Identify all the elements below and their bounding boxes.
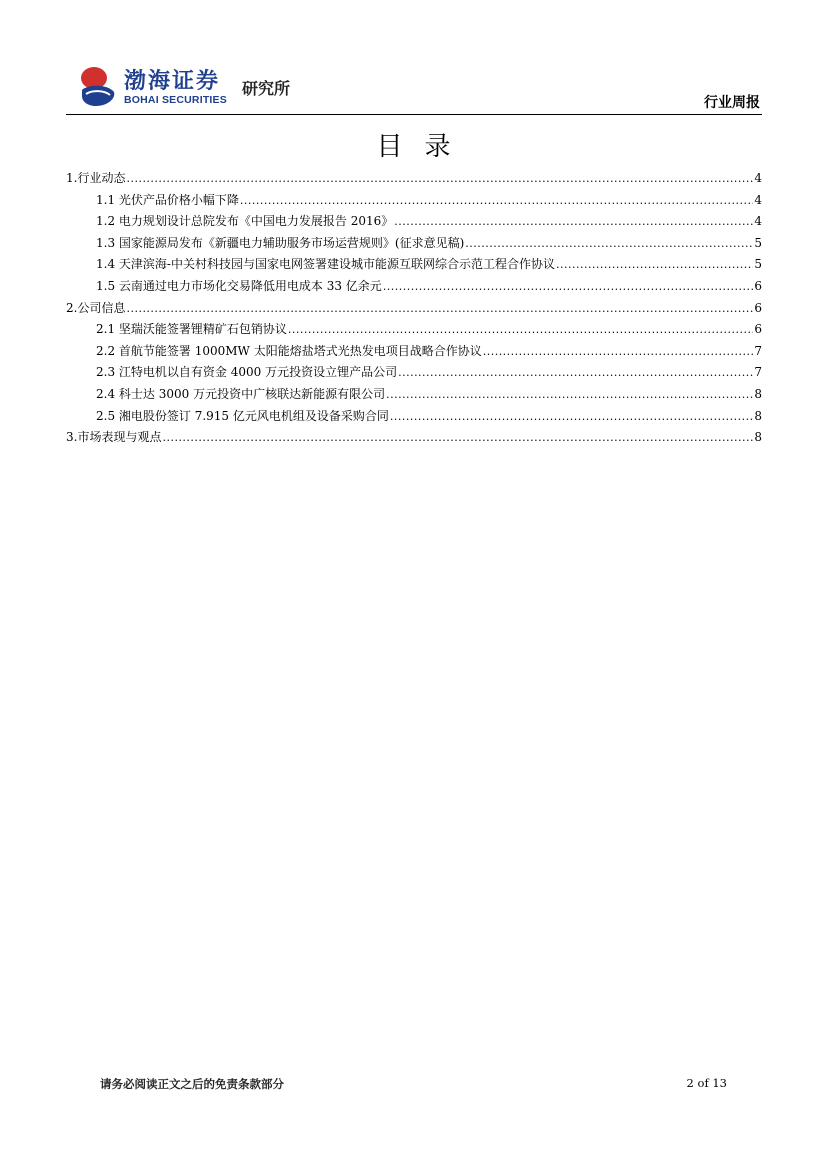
toc-page-number: 7: [754, 365, 762, 380]
toc-page-number: 5: [754, 235, 762, 250]
toc-dot-leader: [394, 211, 753, 233]
toc-entry-label: 1.3 国家能源局发布《新疆电力辅助服务市场运营规则》(征求意见稿): [96, 235, 465, 250]
toc-entry[interactable]: [66, 406, 762, 428]
toc-page-number: 4: [754, 214, 762, 229]
toc-dot-leader: [398, 362, 753, 384]
toc-entry[interactable]: [66, 362, 762, 384]
toc-entry-label: 1.5 云南通过电力市场化交易降低用电成本 33 亿余元: [96, 278, 382, 293]
toc-page-number: 8: [754, 408, 762, 423]
toc-title: 目录: [376, 132, 473, 162]
toc-entry-label: 1.2 电力规划设计总院发布《中国电力发展报告 2016》: [96, 214, 394, 229]
toc-entry[interactable]: [66, 298, 762, 320]
institute-name: 研究所: [242, 79, 291, 98]
toc-entry-label: 2.4 科士达 3000 万元投资中广核联达新能源有限公司: [96, 386, 386, 401]
bohai-logo-icon: [78, 64, 118, 108]
toc-entry[interactable]: [66, 211, 762, 233]
toc-entry[interactable]: [66, 254, 762, 276]
bohai-securities-logo: [78, 64, 291, 112]
brand-name-cn: 渤海证券: [124, 69, 221, 94]
disclaimer-note: 请务必阅读正文之后的免责条款部分: [100, 1077, 284, 1091]
report-type: 行业周报: [704, 95, 760, 111]
header-divider: [66, 114, 762, 115]
page-header: [66, 56, 762, 114]
toc-entry-label: 2.3 江特电机以自有资金 4000 万元投资设立锂产品公司: [96, 365, 398, 380]
toc-dot-leader: [126, 298, 753, 320]
toc-entry[interactable]: [66, 233, 762, 255]
toc-entry[interactable]: [66, 427, 762, 449]
toc-entry-label: 1.4 天津滨海-中关村科技园与国家电网签署建设城市能源互联网综合示范工程合作协议: [96, 257, 555, 272]
toc-entry-label: 2.2 首航节能签署 1000MW 太阳能熔盐塔式光热发电项目战略合作协议: [96, 343, 482, 358]
toc-dot-leader: [483, 341, 754, 363]
toc-dot-leader: [162, 427, 753, 449]
toc-entry-label: 2.公司信息: [66, 300, 126, 315]
toc-entry[interactable]: [66, 341, 762, 363]
toc-dot-leader: [383, 276, 754, 298]
toc-entry-label: 1.1 光伏产品价格小幅下降: [96, 192, 239, 207]
toc-dot-leader: [386, 384, 753, 406]
page-indicator: 2 of 13: [686, 1076, 727, 1090]
toc-page-number: 6: [754, 278, 762, 293]
page-footer: [100, 1076, 727, 1096]
toc-dot-leader: [288, 319, 753, 341]
toc-dot-leader: [556, 254, 753, 276]
toc-page-number: 4: [754, 192, 762, 207]
toc-entry[interactable]: [66, 276, 762, 298]
toc-entry[interactable]: [66, 190, 762, 212]
table-of-contents: [66, 168, 762, 449]
toc-entry-label: 3.市场表现与观点: [66, 430, 162, 445]
toc-entry-label: 2.1 坚瑞沃能签署锂精矿石包销协议: [96, 322, 287, 337]
toc-dot-leader: [465, 233, 753, 255]
toc-page-number: 7: [754, 343, 762, 358]
toc-page-number: 6: [754, 300, 762, 315]
toc-page-number: 4: [754, 171, 762, 185]
toc-dot-leader: [240, 190, 753, 212]
toc-dot-leader: [390, 406, 753, 428]
toc-entry-label: 1.行业动态: [66, 171, 126, 185]
toc-page-number: 8: [754, 430, 762, 445]
brand-name-en: BOHAI SECURITIES: [124, 94, 227, 106]
toc-page-number: 6: [754, 322, 762, 337]
toc-entry[interactable]: [66, 384, 762, 406]
toc-page-number: 8: [754, 386, 762, 401]
toc-entry[interactable]: [66, 168, 762, 190]
toc-entry[interactable]: [66, 319, 762, 341]
toc-page-number: 5: [754, 257, 762, 272]
toc-entry-label: 2.5 湘电股份签订 7.915 亿元风电机组及设备采购合同: [96, 408, 389, 423]
toc-dot-leader: [126, 168, 753, 190]
